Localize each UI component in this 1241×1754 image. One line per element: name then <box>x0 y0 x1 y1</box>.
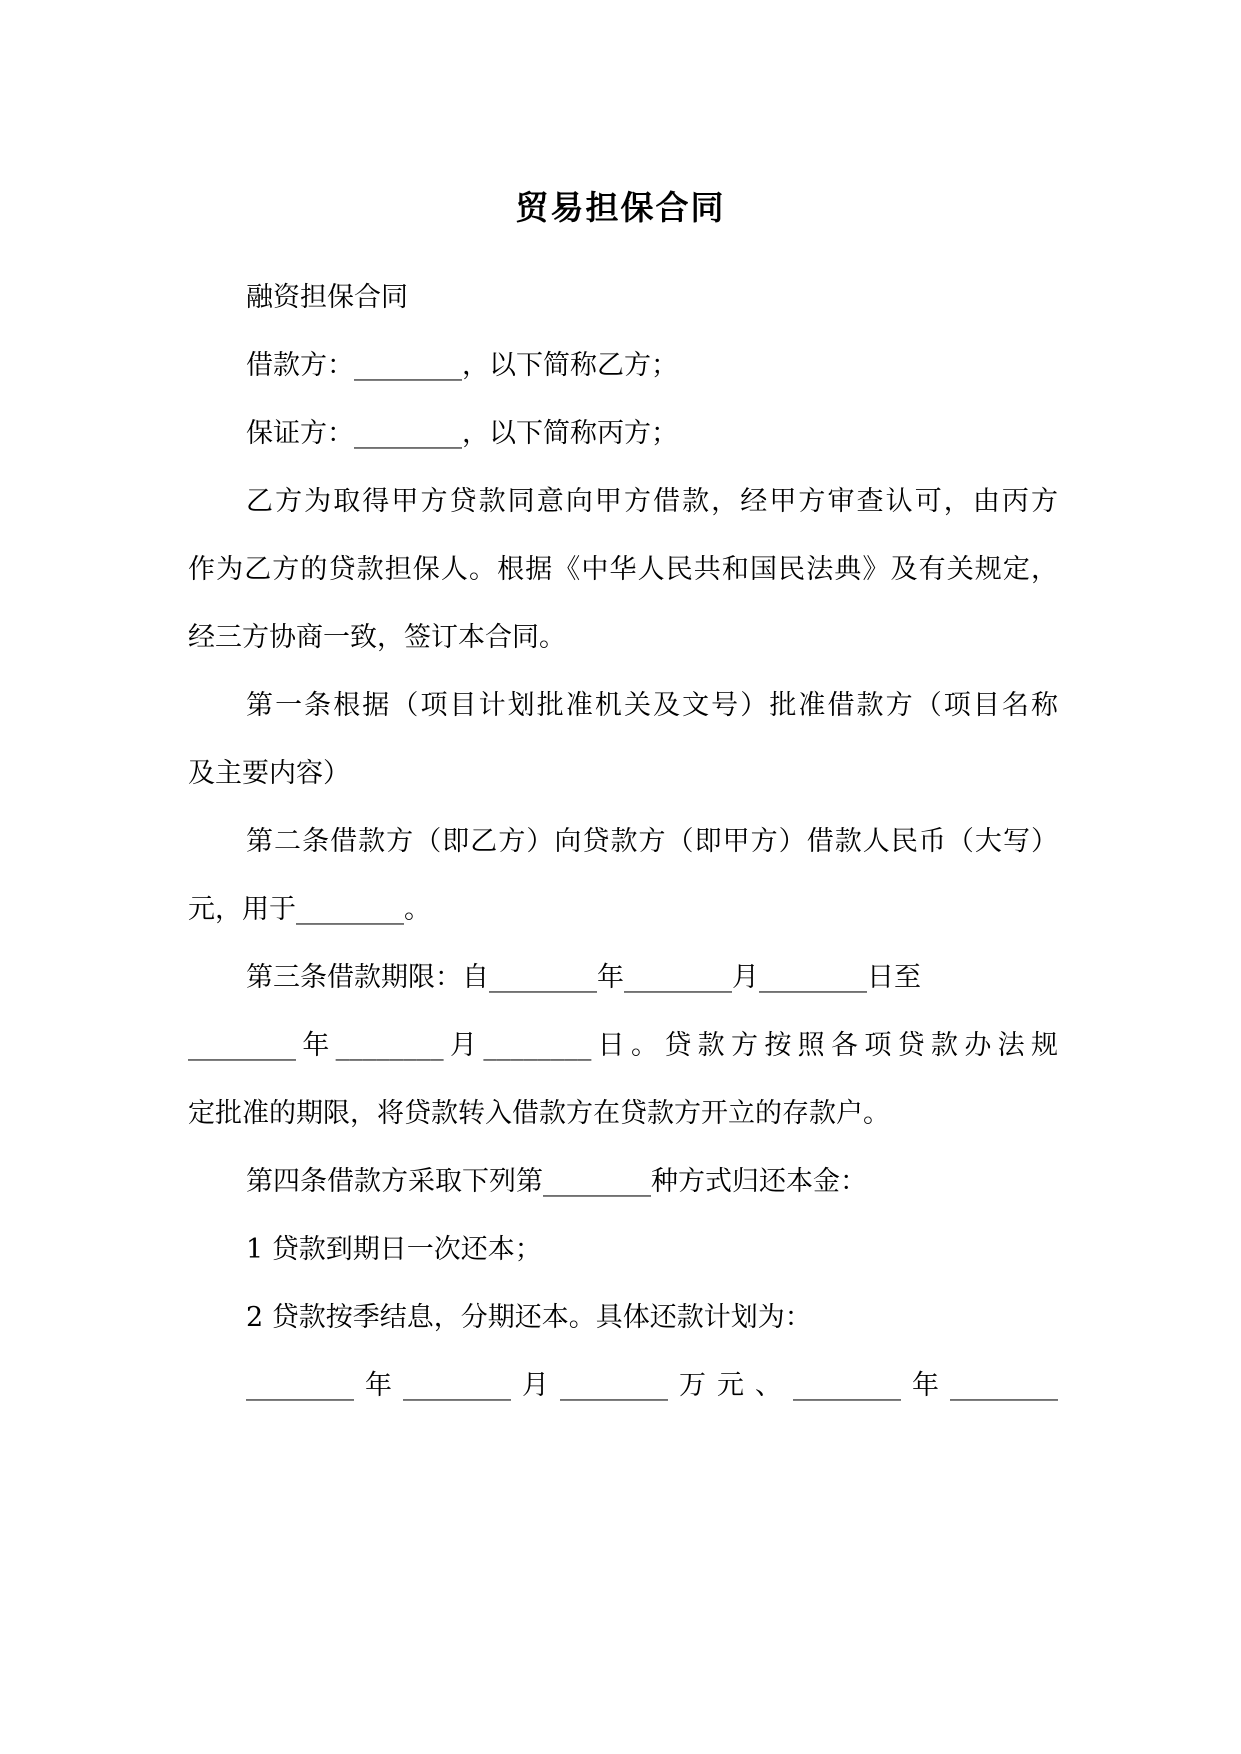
paragraph-preamble-line-2: 作为乙方的贷款担保人。根据《中华人民共和国民法典》及有关规定， <box>188 554 1058 585</box>
article-3-line-3: 定批准的期限，将贷款转入借款方在贷款方开立的存款户。 <box>188 1098 890 1129</box>
article-4-option-2: 2 贷款按季结息，分期还本。具体还款计划为： <box>246 1302 812 1333</box>
article-1-line-1: 第一条根据（项目计划批准机关及文号）批准借款方（项目名称 <box>246 690 1058 721</box>
article-3-line-2: ________年________月________日。贷款方按照各项贷款办法规 <box>188 1030 1058 1061</box>
article-1-line-2: 及主要内容） <box>188 758 350 789</box>
article-4-schedule-line: ________年________月________万元、________年________ <box>246 1370 1058 1401</box>
document-title: 贸易担保合同 <box>515 188 726 227</box>
paragraph-preamble-line-3: 经三方协商一致，签订本合同。 <box>188 622 566 653</box>
article-3-line-1: 第三条借款期限：自________年________月________日至 <box>246 962 921 993</box>
paragraph-borrower: 借款方：________，以下简称乙方； <box>246 350 678 381</box>
paragraph-subtitle: 融资担保合同 <box>246 282 408 313</box>
article-4-option-1: 1 贷款到期日一次还本； <box>246 1234 542 1265</box>
paragraph-guarantor: 保证方：________，以下简称丙方； <box>246 418 678 449</box>
article-2-line-2: 元，用于________。 <box>188 894 431 925</box>
article-2-line-1: 第二条借款方（即乙方）向贷款方（即甲方）借款人民币（大写） <box>246 826 1058 857</box>
article-4-line-1: 第四条借款方采取下列第________种方式归还本金： <box>246 1166 867 1197</box>
paragraph-preamble-line-1: 乙方为取得甲方贷款同意向甲方借款，经甲方审查认可，由丙方 <box>246 486 1058 517</box>
